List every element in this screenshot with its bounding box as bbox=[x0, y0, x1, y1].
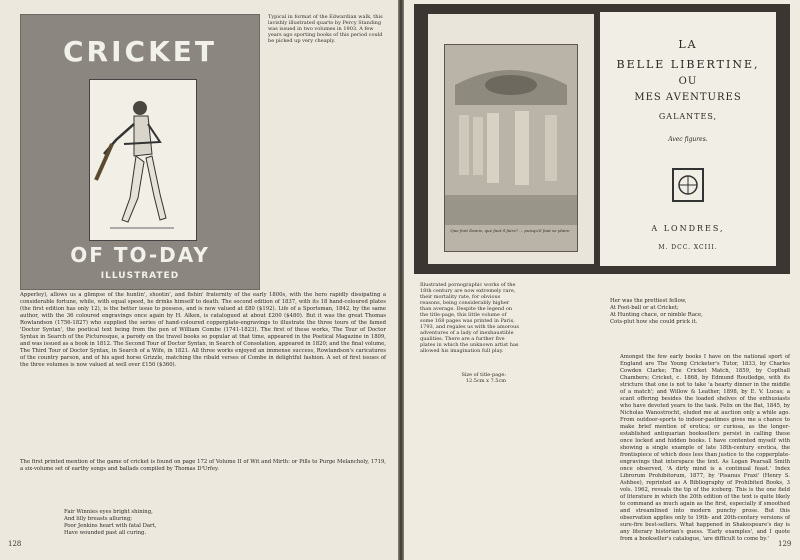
title-page bbox=[600, 12, 776, 266]
page-number-left: 128 bbox=[8, 540, 22, 548]
title-line-7: A LONDRES, bbox=[651, 224, 725, 233]
poster-illustrated-label: ILLUSTRATED bbox=[100, 271, 180, 281]
cricketer-illustration bbox=[89, 79, 197, 241]
book-photograph bbox=[414, 4, 790, 274]
page-number-right: 129 bbox=[778, 540, 792, 548]
ornament-icon bbox=[670, 166, 706, 204]
title-line-6: Avec figures. bbox=[668, 136, 708, 143]
verse-line: Have wounded past all curing. bbox=[64, 530, 147, 536]
verse-line: At Foot-ball or at Cricket; bbox=[610, 305, 679, 311]
verse-line: Poor Jenkins heart with fatal Dart, bbox=[64, 523, 157, 529]
title-line-1: LA bbox=[678, 38, 698, 51]
book-caption: Illustrated pornographic works of the 18th century are now extremely rare, their mortality rate, for obvious reasons, being considerably higher than average. Despite the legend on the title-page, this little volume of some 168 pages was printed in Paris, 1793, and regales us with the amorous adventures of a lady of inexhaustible qualities. There are a further five plates in which the unknown artist has allowed his imagination full play. bbox=[420, 282, 519, 354]
title-line-8: M. DCC. XCIII. bbox=[658, 244, 718, 251]
title-line-5: GALANTES, bbox=[658, 112, 718, 121]
verse-line: At Hunting chace, or nimble Race, bbox=[610, 312, 703, 318]
verse-line: Her was the prettiest fellow, bbox=[610, 298, 687, 304]
right-paragraph-1: Amongst the few early books I have on the national sport of England are The Young Cricketer's Tutor, 1833, by Charles Cowden Clarke; The Cricket Match, 1859, by Copthall Chambers; Cricket, c. 1868, by Edmund Routledge, with its stricture that one is not to take 'a hearty dinner in the middle of a match'; and Willow & Leather, 1898, by E. V. Lucas; a scant offering besides the loaded shelves of the enthusiasts who have devoted years to the task. Felix on the Bat, 1845, by Nicholas Wanostrocht, eluded me at auction only a while ago. From outdoor-sports to indoor-pastimes gives me a chance to make brief mention of erotica; or curiosa, as the longer-established antiquarian booksellers persist in calling these once locked and hidden books. I have contented myself with showing a single example of late 18th-century erotica, the frontispiece of which does less than justice to the copperplate-engravings that interspace the text. As Logan Pearsall Smith once observed, 'A dirty mind is a continual feast.' Index Librorum Prohibitorum, 1877, by 'Pisanus Fraxi' (Henry S. Ashbee), reprinted as A Bibliography of Prohibited Books, 3 vols. 1962, reveals the tip of the iceberg. This is the one field of literature in which the 20th edition of the text is quite likely to command as much again as the first, especially if smoothed and streamlined into modern punchy prose. But this observation applies only to 19th- and 20th-century versions of sure-fire best-sellers. What happened in Shakespeare's day is any literary historian's guess. 'Early examples', and I quote from a bookseller's catalogue, 'are difficult to come by.' bbox=[620, 354, 790, 542]
size-label: Size of title-page: bbox=[461, 372, 506, 378]
left-page bbox=[0, 0, 398, 560]
cricket-poster bbox=[20, 14, 260, 290]
frontispiece-page bbox=[428, 14, 594, 264]
poster-subtitle: OF TO-DAY bbox=[70, 243, 210, 267]
cricketer-figure-icon bbox=[90, 80, 196, 240]
poster-caption: Typical in format of the Edwardian walk, this lavishly illustrated quarto by Percy Standing was issued in two volumes in 1903. A few years ago sporting books of this period could be picked up very cheaply. bbox=[268, 14, 383, 44]
title-line-3: OU bbox=[678, 76, 698, 87]
right-verse bbox=[610, 298, 703, 326]
size-value: 12.5cm x 7.5cm bbox=[465, 378, 506, 384]
engraving-caption: Que font Damis, que faut il faire? ... puisqu'il faut se plaire bbox=[450, 228, 570, 233]
frontispiece-engraving bbox=[444, 44, 578, 252]
title-line-4: MES AVENTURES bbox=[634, 92, 742, 103]
verse-line: And lilly breasts alluring; bbox=[64, 516, 132, 522]
left-verse bbox=[64, 509, 156, 537]
engraving-scene-icon bbox=[445, 45, 577, 251]
left-paragraph-2: The first printed mention of the game of cricket is found on page 172 of Volume II of Wit and Mirth: or Pills to Purge Melancholy, 1719, a six-volume set of earthy songs and ballads compiled by Thomas D'Urfey. bbox=[20, 459, 386, 472]
size-note bbox=[456, 372, 506, 384]
title-line-2: BELLE LIBERTINE, bbox=[616, 58, 760, 71]
verse-line: Fair Winnies eyes bright shining, bbox=[64, 509, 153, 515]
right-page bbox=[404, 0, 800, 560]
verse-line: Cots-plut how she could prick it. bbox=[610, 319, 698, 325]
poster-title: CRICKET bbox=[63, 35, 217, 68]
left-paragraph-1: Apperley), allows us a glimpse of the huntin', shootin', and fishin' fraternity of the early 1800s, with the hero rapidly dissipating a considerable fortune, while, with equal speed, he drinks himself to death. The second edition of 1837, with its 18 hand-coloured plates (the first edition has only 12), is the better issue to possess, and is now valued at £80 ($192). Life of a Sportsman, 1842, by the same author, with the 36 coloured engravings once again by H. Alken, is catalogued at about £200 ($480). But it was the great Thomas Rowlandson (1756-1827) who supplied the series of hand-coloured copperplate-engravings to illustrate the three tours of the famed 'Doctor Syntax', the poetical text being from the pen of William Combe (1741-1823). The first of these works, The Tour of Doctor Syntax in Search of the Picturesque, a parody on the travel books so popular at that time, appeared in the Poetical Magazine in 1809, and was issued as a book in 1812. The Second Tour of Doctor Syntax, in Search of Consolation, appeared in 1820; and the final volume, The Third Tour of Doctor Syntax, in Search of a Wife, in 1821. All three works enjoyed an immense success, Rowlandson's caricatures of the country parson, and of his aged horse Grizzle, matching the ribald verses of Combe in delightful fashion. A set of first issues of the three volumes is now valued at well over £150 ($360). bbox=[20, 292, 386, 368]
